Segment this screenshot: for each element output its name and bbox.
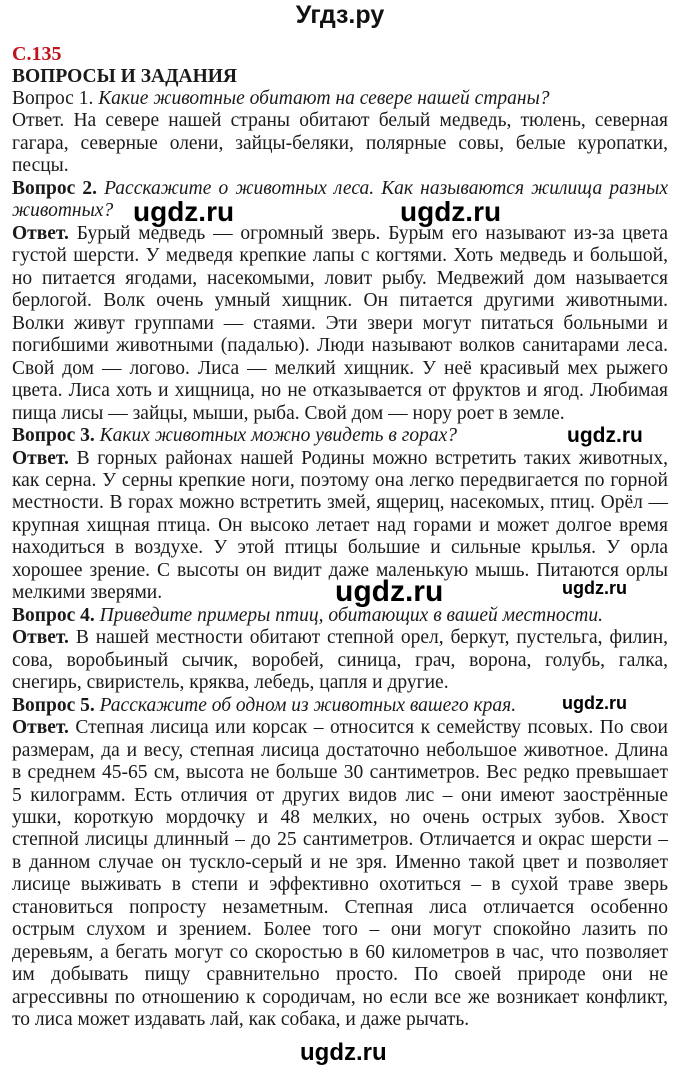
answer-text: пища лисы — зайцы, мыши, рыба. Свой дом — нору роет в земле. bbox=[12, 402, 565, 424]
answer-text: берлогой. Волк очень умный хищник. Он питается другими животными. bbox=[12, 290, 668, 312]
answer-text: острым слухом и зрением. Более того – они могут спокойно лазить по bbox=[12, 919, 668, 941]
site-title[interactable]: Угдз.ру bbox=[295, 1, 385, 29]
answer-text: Степная лисица или корсак – относится к семейству псовых. По свои bbox=[68, 717, 668, 739]
answer-text: им добывать пищу сравнительно просто. По своей природе они не bbox=[12, 964, 668, 986]
paragraph-line bbox=[12, 829, 668, 851]
answer-label: Ответ. bbox=[12, 447, 69, 469]
question-text: Расскажите об одном из животных вашего края. bbox=[94, 694, 517, 716]
answer-text: сова, воробьиный сычик, воробей, синица, грач, ворона, голубь, галка, bbox=[12, 649, 668, 671]
watermark: ugdz.ru bbox=[335, 575, 444, 608]
paragraph-line bbox=[12, 897, 668, 919]
paragraph-line bbox=[12, 672, 668, 694]
paragraph-line bbox=[12, 942, 668, 964]
answer-text: степной лисицы длинный – до 25 сантиметров. Отличается и окрас шерсти – bbox=[12, 829, 668, 851]
paragraph-line bbox=[12, 268, 668, 290]
paragraph-first-line bbox=[12, 223, 668, 245]
paragraph-line bbox=[12, 403, 668, 425]
paragraph-line bbox=[12, 290, 668, 312]
answer-text: гагара, северные олени, зайцы-беляки, полярные совы, белые куропатки, bbox=[12, 132, 668, 154]
watermark: ugdz.ru bbox=[567, 424, 643, 447]
watermark: ugdz.ru bbox=[400, 196, 502, 227]
paragraph-line bbox=[12, 470, 668, 492]
answer-label: Ответ. bbox=[12, 110, 65, 132]
paragraph-line bbox=[12, 852, 668, 874]
paragraph-line bbox=[12, 492, 668, 514]
answer-text: в данном случае он тускло-серый и не зря. Именно такой цвет и позволяет bbox=[12, 851, 668, 873]
document-body bbox=[12, 88, 668, 1032]
paragraph-line bbox=[12, 200, 668, 222]
paragraph-line bbox=[12, 762, 668, 784]
answer-text: в среднем 45-65 см, высота не больше 30 сантиметров. Вес редко превышает bbox=[12, 762, 668, 784]
answer-text: агрессивны по отношению к сородичам, но если все же возникает конфликт, bbox=[12, 986, 668, 1008]
paragraph-line bbox=[12, 874, 668, 896]
page-number: С.135 bbox=[12, 43, 62, 65]
answer-text: размерам, да и весу, степная лисица достаточно небольшое животное. Длина bbox=[12, 739, 668, 761]
paragraph-line bbox=[12, 987, 668, 1009]
question-label: Вопрос 3. bbox=[12, 425, 95, 447]
answer-label: Ответ. bbox=[12, 627, 69, 649]
answer-text: Свой дом — логово. Лиса — мелкий хищник. У неё красивый мех рыжего bbox=[12, 357, 668, 379]
answer-text: густой шерсти. У медведя крепкие лапы с когтями. Хоть медведь и большой, bbox=[12, 245, 668, 267]
answer-text: погибшими животными (падалью). Люди называют волков санитарами леса. bbox=[12, 335, 668, 357]
answer-text: снегирь, свиристель, кряква, лебедь, цапля и другие. bbox=[12, 672, 449, 694]
question-text: Какие животные обитают на севере нашей страны? bbox=[93, 88, 550, 109]
paragraph-line bbox=[12, 133, 668, 155]
answer-text: мелкими зверями. bbox=[12, 582, 163, 604]
paragraph-line bbox=[12, 785, 668, 807]
paragraph-line bbox=[12, 313, 668, 335]
paragraph-line bbox=[12, 807, 668, 829]
answer-text: находиться в воздухе. У этой птицы большие и сильные крылья. У орла bbox=[12, 537, 668, 559]
paragraph-first-line bbox=[12, 178, 668, 200]
watermark: ugdz.ru bbox=[562, 693, 627, 713]
answer-text: 5 килограмм. Есть отличия от других видов лис – они имеют заострённые bbox=[12, 784, 668, 806]
paragraph-line bbox=[12, 740, 668, 762]
answer-text: Бурый медведь — огромный зверь. Бурым его называют из-за цвета bbox=[68, 222, 668, 244]
paragraph-first-line bbox=[12, 627, 668, 649]
watermark: ugdz.ru bbox=[133, 196, 235, 227]
watermark: ugdz.ru bbox=[300, 1039, 387, 1066]
answer-text: В горных районах нашей Родины можно встретить таких животных, bbox=[68, 447, 668, 469]
answer-text: хорошее зрение. С высоты он видит даже маленькую мышь. Питаются орлы bbox=[12, 559, 668, 581]
answer-text: как серна. У серны крепкие ноги, поэтому она легко передвигается по горной bbox=[12, 469, 668, 491]
answer-text: местности. В горах можно встретить змей, ящериц, насекомых, птиц. Орёл — bbox=[12, 492, 668, 514]
question-text: Расскажите о животных леса. Как называются жилища разных bbox=[97, 177, 669, 199]
paragraph-first-line bbox=[12, 717, 668, 739]
question-label: Вопрос 5. bbox=[12, 694, 95, 716]
watermark: ugdz.ru bbox=[562, 578, 627, 598]
answer-text: становиться попросту незаметным. Степная лиса отличается особенно bbox=[12, 896, 668, 918]
paragraph-line bbox=[12, 335, 668, 357]
question-label: Вопрос 4. bbox=[12, 604, 95, 626]
paragraph-first-line bbox=[12, 110, 668, 132]
question-text: Приведите примеры птиц, обитающих в вашей местности. bbox=[94, 604, 603, 626]
answer-label: Ответ. bbox=[12, 222, 69, 244]
answer-text: крупная хищная птица. Он высоко летает над горами и может долгое время bbox=[12, 514, 668, 536]
question-text: Каких животных можно увидеть в горах? bbox=[94, 425, 458, 447]
answer-text: ушки, короткую мордочку и 48 мелких, но очень острых зубов. Хвост bbox=[12, 807, 668, 828]
paragraph-line bbox=[12, 245, 668, 267]
answer-text: На севере нашей страны обитают белый медведь, тюлень, северная bbox=[64, 110, 668, 132]
paragraph-line bbox=[12, 155, 668, 177]
question-label: Вопрос 2. bbox=[12, 177, 97, 199]
paragraph-line bbox=[12, 650, 668, 672]
answer-text: то лиса может издавать лай, как собака, и даже рычать. bbox=[12, 1009, 470, 1031]
section-heading: ВОПРОСЫ И ЗАДАНИЯ bbox=[12, 65, 237, 87]
paragraph-line bbox=[12, 1009, 668, 1031]
answer-text: В нашей местности обитают степной орел, беркут, пустельга, филин, bbox=[68, 627, 668, 649]
answer-text: цвета. Лиса хоть и хищница, но не отказывается от фруктов и ягод. Любимая bbox=[12, 380, 668, 402]
paragraph-first-line bbox=[12, 448, 668, 470]
paragraph-line bbox=[12, 358, 668, 380]
paragraph-line bbox=[12, 380, 668, 402]
answer-text: песцы. bbox=[12, 155, 69, 177]
question-text: животных? bbox=[12, 200, 114, 222]
answer-text: лисице выживать в степи и эффективно охотиться – в сухой траве зверь bbox=[12, 874, 668, 896]
paragraph-line bbox=[12, 537, 668, 559]
paragraph-line bbox=[12, 515, 668, 537]
question-label: Вопрос 1. bbox=[12, 88, 94, 109]
answer-text: но питается ягодами, насекомыми, ловит рыбу. Медвежий дом называется bbox=[12, 267, 668, 289]
answer-label: Ответ. bbox=[12, 717, 69, 739]
paragraph-first-line bbox=[12, 88, 668, 110]
paragraph-line bbox=[12, 919, 668, 941]
answer-text: Волки живут группами — стаями. Эти звери могут питаться больными и bbox=[12, 312, 668, 334]
answer-text: деревьям, а бегать могут со скоростью в 60 километров в час, что позволяет bbox=[12, 941, 668, 963]
paragraph-line bbox=[12, 964, 668, 986]
